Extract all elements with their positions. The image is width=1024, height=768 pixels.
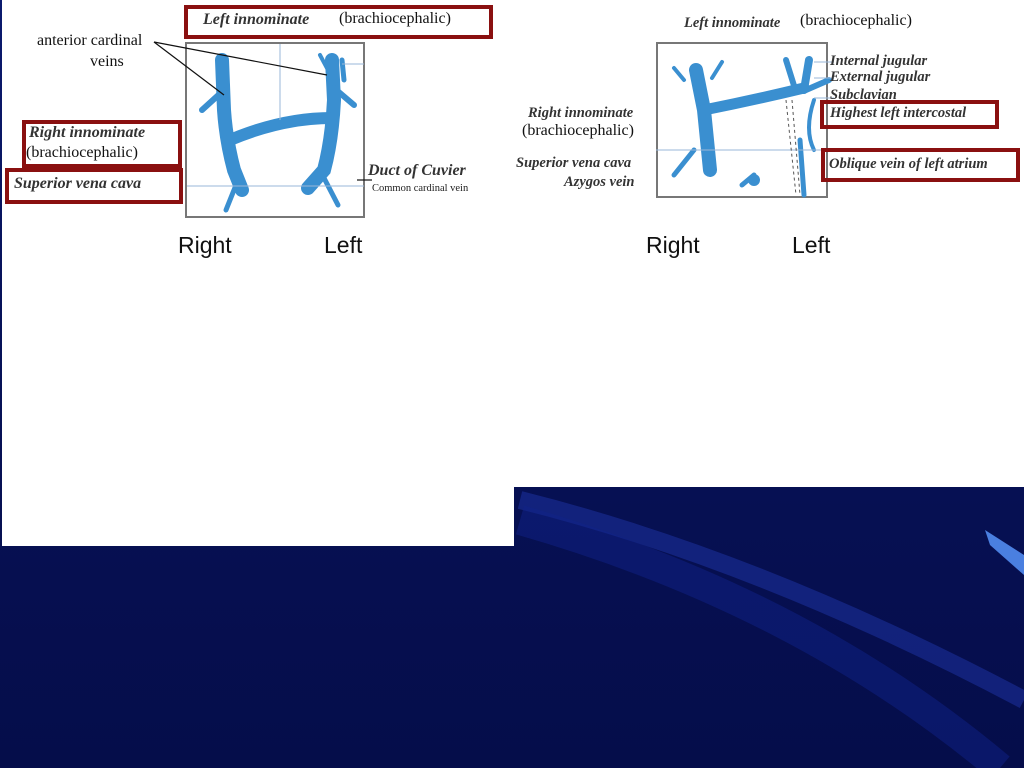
right-left-innominate-label: Left innominate [684, 15, 781, 31]
highest-left-intercostal-label: Highest left intercostal [830, 105, 967, 121]
anterior-cardinal-label-line1: anterior cardinal [37, 32, 143, 49]
oblique-vein-label: Oblique vein of left atrium [829, 156, 988, 172]
right-panel-side-left: Left [792, 232, 831, 258]
right-left-innominate-brachiocephalic: (brachiocephalic) [800, 12, 912, 29]
common-cardinal-vein-label: Common cardinal vein [372, 183, 469, 194]
left-innominate-label: Left innominate [203, 11, 310, 28]
anterior-cardinal-label-line2: veins [90, 53, 124, 70]
left-panel-side-left: Left [324, 232, 363, 258]
left-innominate-brachiocephalic: (brachiocephalic) [339, 10, 451, 27]
right-right-innominate-brachiocephalic: (brachiocephalic) [522, 122, 634, 139]
azygos-vein-label: Azygos vein [564, 174, 635, 190]
right-right-innominate-label: Right innominate [528, 105, 634, 121]
right-innominate-label: Right innominate [29, 124, 146, 141]
right-diagram-panel [514, 0, 1024, 487]
subclavian-label: Subclavian [830, 87, 897, 99]
superior-vena-cava-label: Superior vena cava [14, 175, 142, 192]
right-innominate-brachiocephalic: (brachiocephalic) [26, 144, 138, 161]
internal-jugular-label: Internal jugular [830, 53, 928, 69]
right-superior-vena-cava-label: Superior vena cava [516, 155, 632, 171]
left-diagram-panel [2, 0, 514, 546]
right-panel-side-right: Right [646, 232, 700, 258]
external-jugular-label: External jugular [830, 69, 931, 85]
left-panel-side-right: Right [178, 232, 232, 258]
duct-of-cuvier-label: Duct of Cuvier [368, 162, 466, 179]
